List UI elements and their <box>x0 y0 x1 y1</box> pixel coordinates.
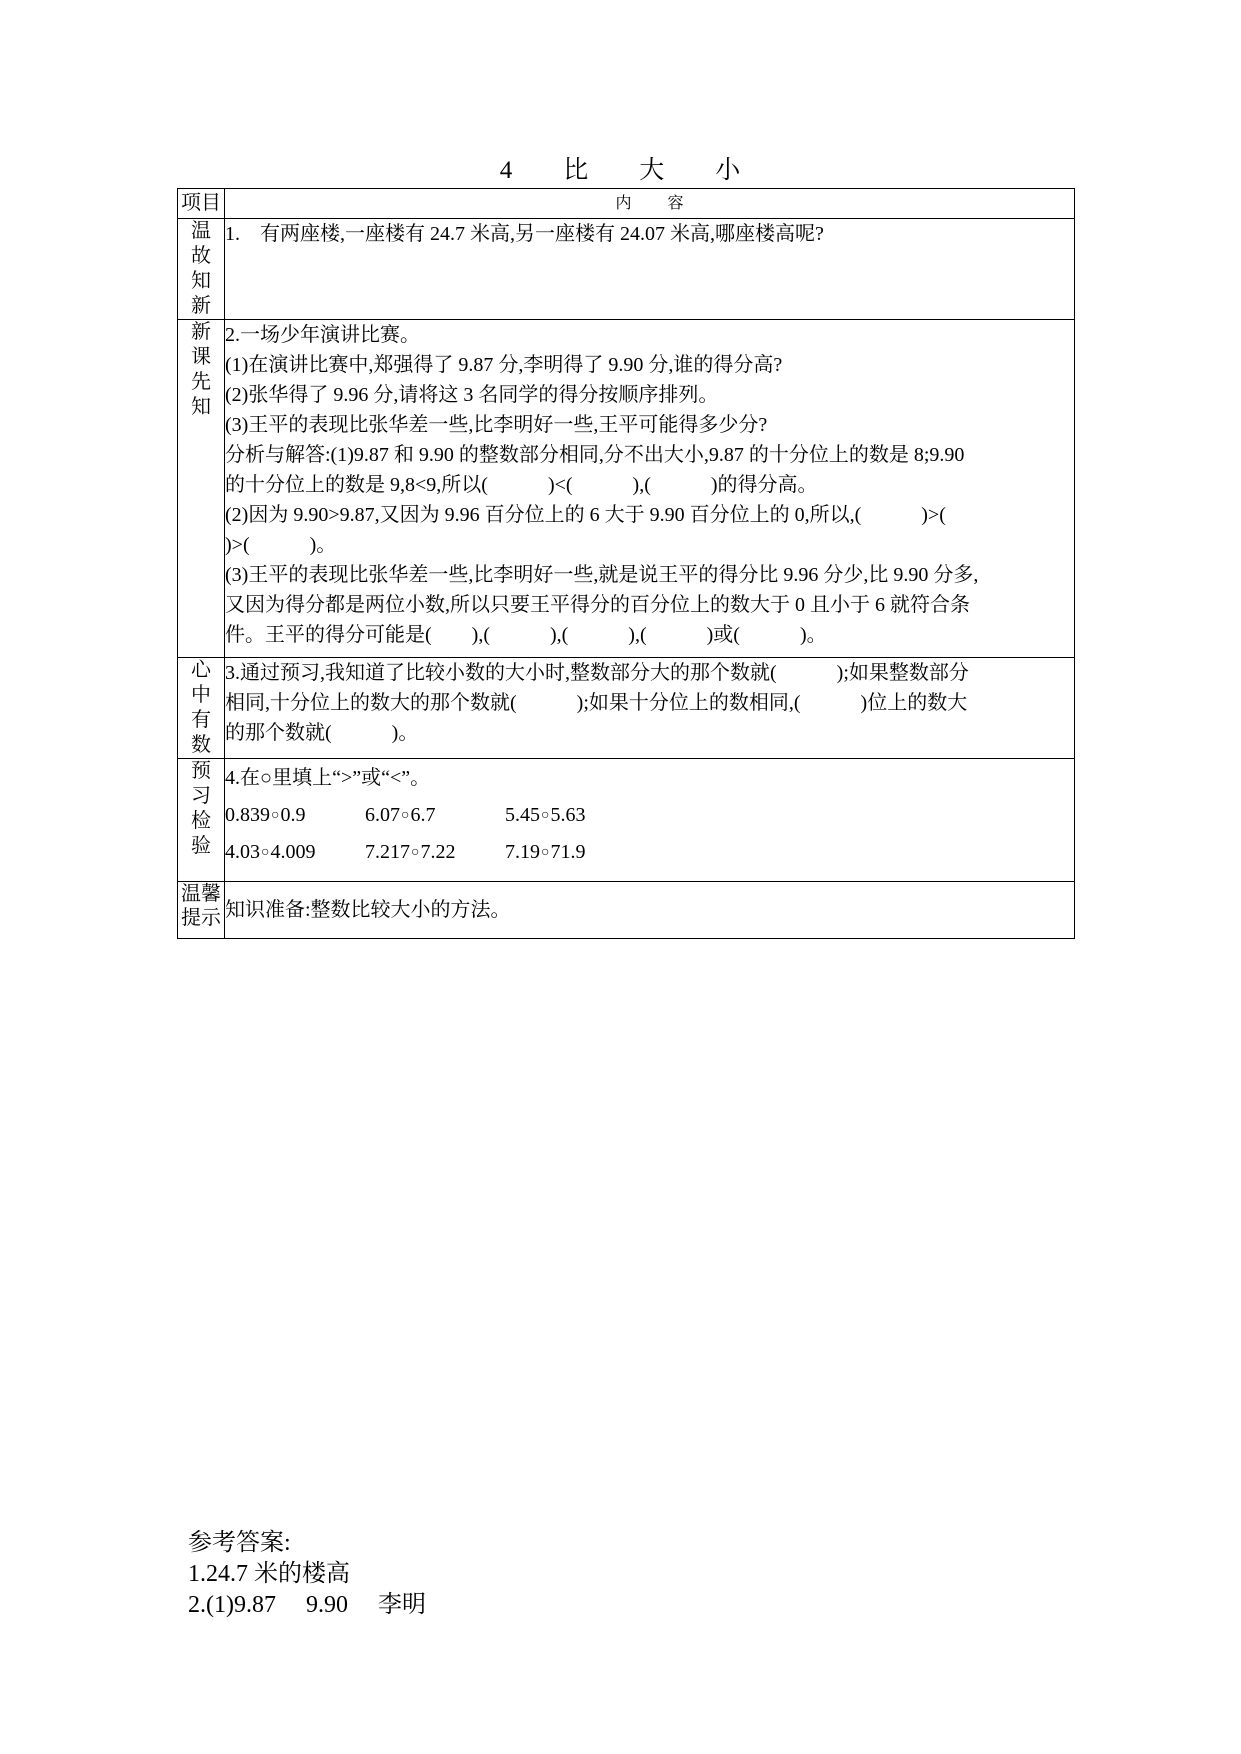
content-line: )>( )。 <box>225 534 337 556</box>
content-line: 的那个数就( )。 <box>225 722 419 744</box>
compare-item <box>225 834 365 871</box>
question-text: 4.在○里填上“>”或“<”。 <box>225 767 431 789</box>
row-label-tip: 温馨提示 <box>181 883 221 929</box>
content-line: 相同,十分位上的数大的那个数就( );如果十分位上的数相同,( )位上的数大 <box>225 692 968 714</box>
content-line: (3)王平的表现比张华差一些,比李明好一些,就是说王平的得分比 9.96 分少,比 9.90 分多, <box>225 564 979 586</box>
table-row <box>178 219 1075 320</box>
row-label-new-lesson: 新课先知 <box>191 321 211 418</box>
answer-circle[interactable]: ○ <box>261 845 270 860</box>
table-row <box>178 882 1075 939</box>
compare-item <box>225 797 365 834</box>
content-line: (2)张华得了 9.96 分,请将这 3 名同学的得分按顺序排列。 <box>225 384 719 406</box>
row-label-check: 预习检验 <box>191 760 211 857</box>
row-label-cell <box>178 658 225 759</box>
table-row <box>178 320 1075 658</box>
compare-item <box>505 797 585 834</box>
answer-heading: 参考答案: <box>188 1530 291 1556</box>
header-item-cell <box>178 189 225 219</box>
header-content-label: 内容 <box>615 195 720 212</box>
row-label-cell <box>178 219 225 320</box>
content-line: 件。王平的得分可能是( ),( ),( ),( )或( )。 <box>225 624 827 646</box>
row-content-cell <box>225 658 1075 759</box>
compare-left-number: 4.03 <box>225 841 260 863</box>
answer-circle[interactable]: ○ <box>271 808 280 823</box>
content-line: 3.通过预习,我知道了比较小数的大小时,整数部分大的那个数就( );如果整数部分 <box>225 662 969 684</box>
answer-line: 2.(1)9.87 9.90 李明 <box>188 1592 426 1618</box>
compare-right-number: 7.22 <box>420 841 456 863</box>
compare-exercises <box>225 797 1074 871</box>
compare-item <box>505 834 585 871</box>
table-header-row <box>178 189 1075 219</box>
compare-left-number: 7.217 <box>365 841 410 863</box>
table-row <box>178 658 1075 759</box>
row-label-cell <box>178 759 225 882</box>
compare-right-number: 6.7 <box>410 804 436 826</box>
compare-item <box>365 797 505 834</box>
compare-left-number: 7.19 <box>505 841 540 863</box>
answer-line: 1.24.7 米的楼高 <box>188 1561 350 1587</box>
content-line: 分析与解答:(1)9.87 和 9.90 的整数部分相同,分不出大小,9.87 的十分位上的数是 8;9.90 <box>225 444 965 466</box>
row-label-summary: 心中有数 <box>191 659 211 756</box>
content-line: 2.一场少年演讲比赛。 <box>225 324 420 346</box>
compare-row <box>225 797 1074 834</box>
row-label-review: 温故知新 <box>191 220 211 317</box>
row-content-cell <box>225 320 1075 658</box>
row-content-cell <box>225 219 1075 320</box>
compare-left-number: 5.45 <box>505 804 540 826</box>
row-content-cell <box>225 882 1075 939</box>
header-item-label: 项目 <box>181 192 221 214</box>
page-title: 4 比 大 小 <box>499 157 754 184</box>
compare-left-number: 0.839 <box>225 804 270 826</box>
compare-right-number: 5.63 <box>550 804 586 826</box>
answer-circle[interactable]: ○ <box>541 845 550 860</box>
content-line: (1)在演讲比赛中,郑强得了 9.87 分,李明得了 9.90 分,谁的得分高? <box>225 354 783 376</box>
compare-row <box>225 834 1074 871</box>
compare-right-number: 0.9 <box>280 804 306 826</box>
header-content-cell <box>225 189 1075 219</box>
answer-circle[interactable]: ○ <box>541 808 550 823</box>
lesson-table <box>177 188 1075 939</box>
content-line: 的十分位上的数是 9,8<9,所以( )<( ),( )的得分高。 <box>225 474 818 496</box>
answer-key <box>188 1528 426 1621</box>
content-line: 又因为得分都是两位小数,所以只要王平得分的百分位上的数大于 0 且小于 6 就符合条 <box>225 594 970 616</box>
compare-right-number: 4.009 <box>270 841 316 863</box>
tip-text: 知识准备:整数比较大小的方法。 <box>225 899 511 921</box>
row-label-cell <box>178 882 225 939</box>
compare-left-number: 6.07 <box>365 804 400 826</box>
content-line: (3)王平的表现比张华差一些,比李明好一些,王平可能得多少分? <box>225 414 768 436</box>
row-content-cell <box>225 759 1075 882</box>
compare-item <box>365 834 505 871</box>
content-line: (2)因为 9.90>9.87,又因为 9.96 百分位上的 6 大于 9.90 百分位上的 0,所以,( )>( <box>225 504 946 526</box>
table-row <box>178 759 1075 882</box>
compare-right-number: 71.9 <box>550 841 586 863</box>
question-text: 1. 有两座楼,一座楼有 24.7 米高,另一座楼有 24.07 米高,哪座楼高呢? <box>225 223 824 245</box>
answer-circle[interactable]: ○ <box>401 808 410 823</box>
row-label-cell <box>178 320 225 658</box>
answer-circle[interactable]: ○ <box>411 845 420 860</box>
